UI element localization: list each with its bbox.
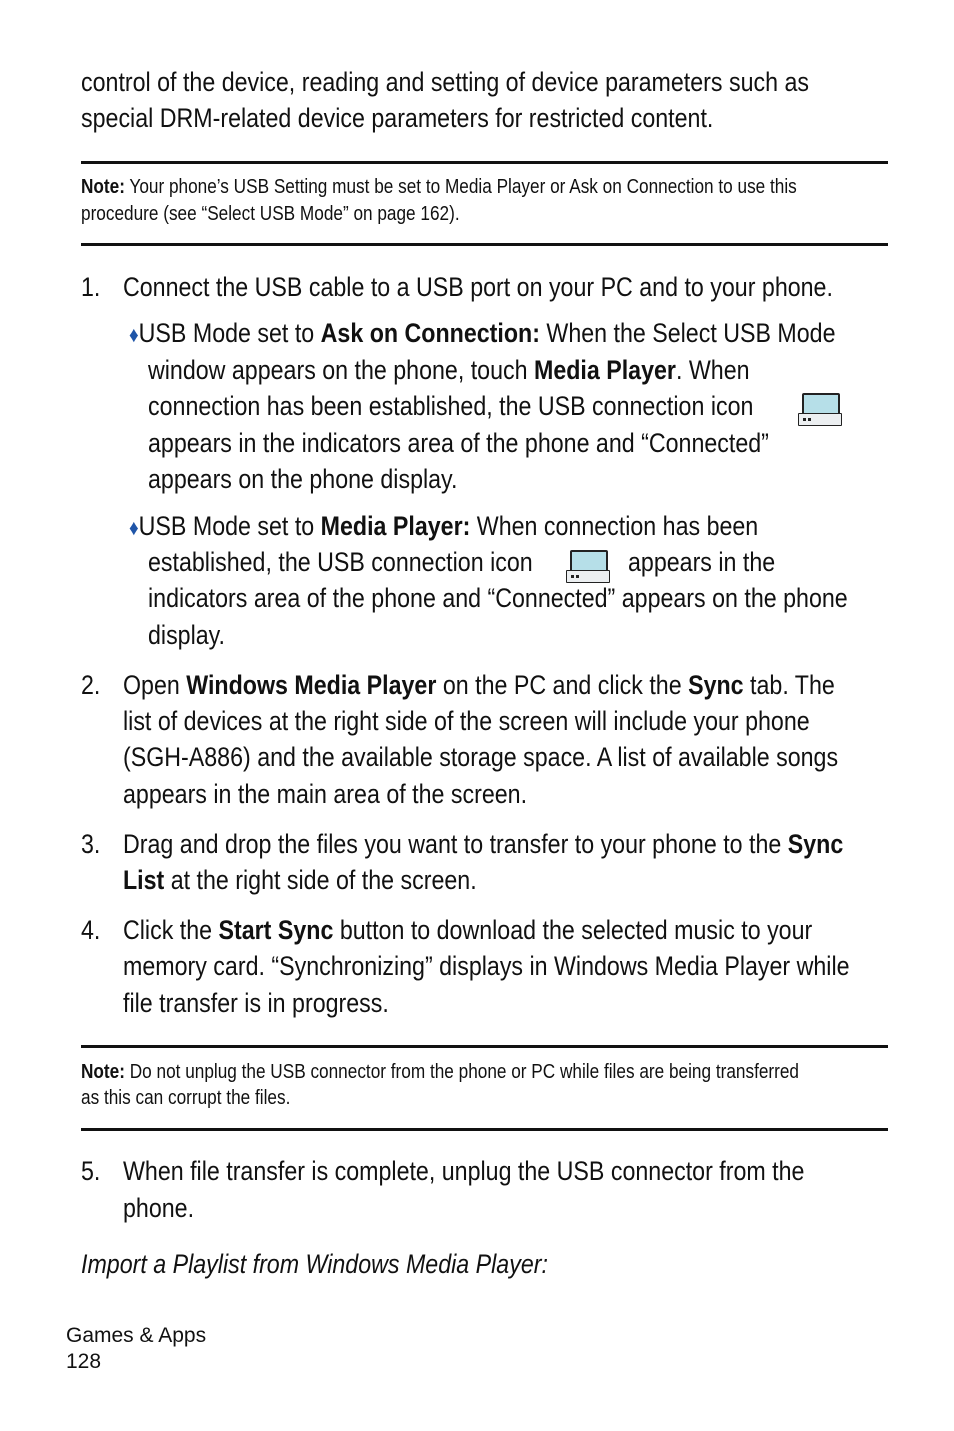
media-player-label: Media Player <box>533 355 676 385</box>
step-3: Drag and drop the files you want to transfer to your phone to the Sync <box>123 829 844 859</box>
page-number: 128 <box>66 1350 102 1373</box>
intro-line-2: special DRM-related device parameters for restricted content. <box>81 103 714 133</box>
media-player-mode-label: Media Player: <box>320 511 471 541</box>
step-5-number: 5. <box>81 1156 101 1186</box>
sync-list-label: Sync <box>787 829 844 859</box>
note-bottom-rule <box>81 1128 888 1131</box>
step-4: Click the Start Sync button to download the selected music to your <box>123 915 813 945</box>
windows-media-player-label: Windows Media Player <box>186 670 437 700</box>
document-page: control of the device, reading and setting of device parameters such as special DRM-related device parameters for restricted content. Note: Your phone’s USB Setting must be set to Media Player or Ask on Connection to use this procedure (see “Select USB Mode” on page 162). 1. Connect the USB cable to a USB port on your PC and to your phone. ♦USB Mode set to Ask on Connection: When the Select USB Mode window appears on the phone, touch Media Player. When connection has been established, the USB connection icon appears in the indicators area of the phone and “Connected” appears on the phone display. ♦USB Mode set to Media Player: When connection has been established, the USB connection icon appears in the indicators area of the phone and “Connected” appears on the phone display. 2. Open Windows Media Player on the PC and click the Sync tab. The list of devices at the right side of the screen will include your phone (SGH-A886) and the available storage space. A list of available songs appears in the main area of the screen. 3. Drag and drop the files you want to transfer to your phone to the Sync List at the right side of the screen. 4. Click the Start Sync button to download the selected music to your memory card. “Synchronizing” displays in Windows Media Player while file transfer is in progress. Note: Do not unplug the USB connector from the phone or PC while files are being transferred as this can corrupt the files. 5. When file transfer is complete, unplug the USB connector from the phone. Import a Playlist from Windows Media Player: Games & Apps 128 <box>0 0 954 1431</box>
note-top-rule <box>81 1045 888 1048</box>
note-top-rule <box>81 161 888 164</box>
diamond-bullet-icon: ♦ <box>129 322 139 347</box>
usb-connection-icon <box>566 548 610 582</box>
step-3-number: 3. <box>81 829 101 859</box>
sync-tab-label: Sync <box>688 670 744 700</box>
step-1-number: 1. <box>81 272 101 302</box>
note-label: Note: <box>81 176 125 198</box>
note-do-not-unplug: Note: Do not unplug the USB connector from the phone or PC while files are being transferred <box>81 1061 800 1083</box>
step-1 <box>123 272 949 303</box>
bullet-ask-on-connection: ♦USB Mode set to Ask on Connection: When the Select USB Mode <box>129 318 836 348</box>
footer-section-name: Games & Apps <box>66 1324 207 1347</box>
step-4-number: 4. <box>81 915 101 945</box>
note-text-line-1: Your phone’s USB Setting must be set to Media Player or Ask on Connection to use this <box>124 176 797 198</box>
step-2-number: 2. <box>81 670 101 700</box>
usb-connection-icon <box>798 391 842 425</box>
note-text-line-2: procedure (see “Select USB Mode” on page 162). <box>81 203 460 225</box>
step-1-text: Connect the USB cable to a USB port on your PC and to your phone. <box>123 272 833 302</box>
ask-on-connection-label: Ask on Connection: <box>320 318 540 348</box>
import-playlist-heading: Import a Playlist from Windows Media Player: <box>81 1249 548 1279</box>
diamond-bullet-icon: ♦ <box>129 515 139 540</box>
intro-paragraph <box>81 67 928 98</box>
note-bottom-rule <box>81 243 888 246</box>
step-2: Open Windows Media Player on the PC and click the Sync tab. The <box>123 670 835 700</box>
start-sync-label: Start Sync <box>218 915 334 945</box>
intro-line-1: control of the device, reading and setting of device parameters such as <box>81 67 809 97</box>
bullet-media-player: ♦USB Mode set to Media Player: When connection has been <box>129 511 759 541</box>
step-5: When file transfer is complete, unplug the USB connector from the <box>123 1156 805 1186</box>
note-label: Note: <box>81 1061 125 1083</box>
note-usb-setting <box>81 174 913 201</box>
